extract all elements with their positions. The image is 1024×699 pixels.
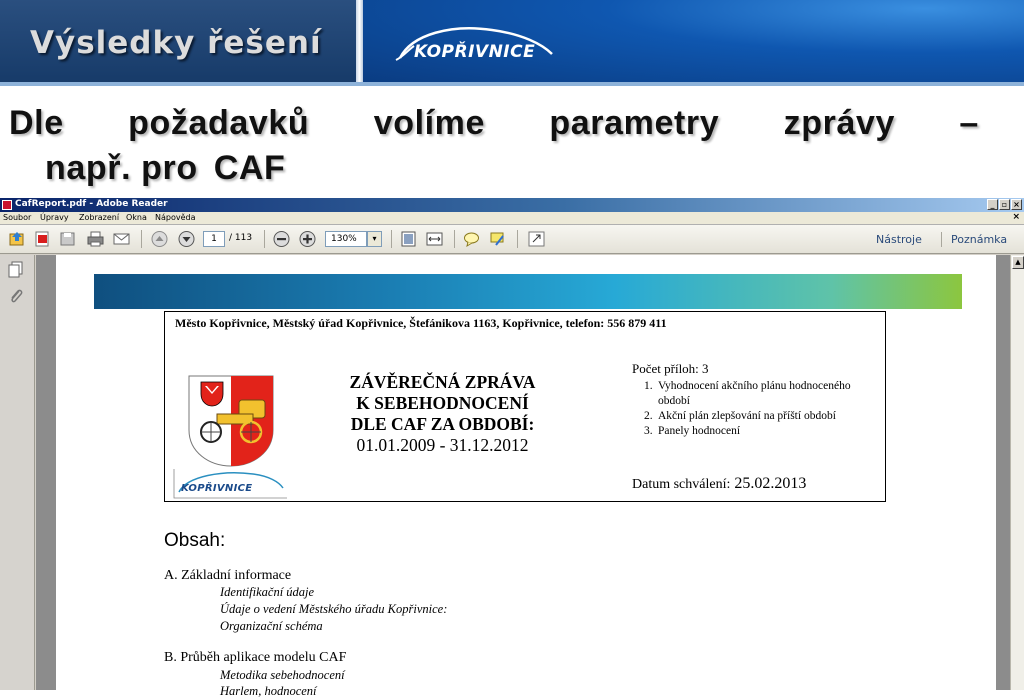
toc-item: Metodika sebehodnocení [220, 668, 345, 682]
slide-title: Výsledky řešení [30, 25, 322, 61]
minimize-button[interactable]: _ [987, 199, 998, 210]
email-icon[interactable] [112, 230, 131, 248]
attachment-item: 2. Akční plán zlepšování na příští období [644, 410, 836, 422]
fit-page-icon[interactable] [399, 230, 418, 248]
heading-word: požadavků [128, 104, 310, 142]
window-titlebar[interactable] [0, 198, 1024, 212]
attachment-item: 3. Panely hodnocení [644, 425, 741, 437]
toc-section: A. Základní informace [164, 568, 292, 583]
menu-item-okna[interactable]: Okna [126, 213, 147, 222]
attachments-list [632, 361, 882, 439]
scroll-up-icon[interactable]: ▲ [1012, 256, 1024, 269]
slide-banner [0, 0, 1024, 86]
heading-word: např. pro [45, 149, 198, 187]
restore-button[interactable]: ▫ [999, 199, 1010, 210]
heading-word: parametry [549, 104, 720, 142]
fit-width-icon[interactable] [425, 230, 444, 248]
zoom-in-icon[interactable] [298, 230, 317, 248]
report-info-box [164, 311, 886, 502]
expand-icon[interactable] [527, 230, 546, 248]
banner-divider [356, 0, 363, 86]
menu-item-upravy[interactable]: Úpravy [40, 213, 69, 222]
close-button[interactable]: × [1011, 199, 1022, 210]
attachments-icon[interactable] [8, 287, 24, 309]
toolbar-separator [264, 230, 265, 248]
menu-item-zobrazeni[interactable]: Zobrazení [79, 213, 120, 222]
report-title-line: DLE CAF ZA OBDOBÍ: [350, 414, 535, 434]
heading-word: zprávy [783, 104, 895, 142]
adobe-reader-window [0, 198, 1024, 698]
small-logo-text: KOPŘIVNICE [181, 483, 253, 494]
approval-value: 25.02.2013 [734, 475, 807, 492]
tools-button[interactable]: Nástroje [876, 233, 922, 246]
pdf-page [56, 255, 996, 698]
toolbar-separator [391, 230, 392, 248]
zoom-level-input[interactable]: 130% [325, 231, 367, 247]
toolbar [0, 225, 1024, 254]
document-viewport[interactable] [36, 255, 1010, 698]
next-page-icon[interactable] [177, 230, 196, 248]
attachment-item: 1. Vyhodnocení akčního plánu hodnoceného období [644, 380, 851, 407]
heading-word: CAF [213, 149, 286, 187]
comment-icon[interactable] [462, 230, 481, 248]
banner-stripe [0, 82, 1024, 86]
comment-button[interactable]: Poznámka [951, 233, 1008, 246]
toc-title: Obsah: [164, 530, 226, 551]
menu-item-soubor[interactable]: Soubor [3, 213, 32, 222]
heading-word: – [959, 104, 979, 142]
report-title-line: K SEBEHODNOCENÍ [356, 393, 529, 413]
save-icon[interactable] [58, 230, 77, 248]
vertical-scrollbar[interactable] [1010, 255, 1024, 690]
attachments-header: Počet příloh: 3 [632, 361, 709, 376]
heading-line-2 [45, 149, 1009, 188]
report-title [315, 372, 570, 456]
zoom-out-icon[interactable] [272, 230, 291, 248]
report-period: 01.01.2009 - 31.12.2012 [356, 435, 529, 455]
toc-section: B. Průběh aplikace modelu CAF [164, 650, 347, 665]
kopřivnice-logo [392, 20, 562, 72]
print-icon[interactable] [86, 230, 105, 248]
toolbar-separator [941, 232, 942, 247]
coat-of-arms-icon [187, 374, 275, 468]
brand-name: KOPŘIVNICE [414, 42, 536, 62]
heading-word: Dle [9, 104, 64, 142]
heading-line-1 [9, 104, 979, 143]
highlight-icon[interactable] [488, 230, 507, 248]
pages-panel-icon[interactable] [7, 261, 25, 283]
page-total: / 113 [229, 233, 253, 243]
window-title: CafReport.pdf - Adobe Reader [15, 199, 168, 209]
toolbar-separator [517, 230, 518, 248]
window-controls [987, 199, 1022, 210]
zoom-dropdown-icon[interactable]: ▾ [367, 231, 382, 247]
navigation-sidebar [0, 255, 35, 690]
toc-item: Identifikační údaje [220, 585, 315, 599]
create-pdf-icon[interactable] [33, 230, 52, 248]
close-document-icon[interactable]: × [1012, 212, 1020, 222]
slide-heading [9, 104, 1009, 188]
toc-item: Údaje o vedení Městského úřadu Kopřivnice: [220, 602, 448, 616]
open-icon[interactable] [8, 230, 27, 248]
approval-date [632, 475, 806, 493]
menu-item-napoveda[interactable]: Nápověda [155, 213, 196, 222]
previous-page-icon[interactable] [150, 230, 169, 248]
document-header-band [94, 274, 962, 309]
adobe-reader-icon [2, 200, 12, 210]
heading-word: volíme [373, 104, 485, 142]
organization-address: Město Kopřivnice, Městský úřad Kopřivnice, Štefánikova 1163, Kopřivnice, telefon: 556 879 411 [175, 316, 667, 330]
toc-item: Organizační schéma [220, 619, 323, 633]
approval-label: Datum schválení: [632, 477, 731, 492]
report-title-line: ZÁVĚREČNÁ ZPRÁVA [349, 372, 536, 392]
menu-bar [0, 212, 1024, 225]
toolbar-separator [141, 230, 142, 248]
page-number-input[interactable]: 1 [203, 231, 225, 247]
toc-item: Harlem, hodnocení [220, 684, 317, 698]
toolbar-separator [454, 230, 455, 248]
